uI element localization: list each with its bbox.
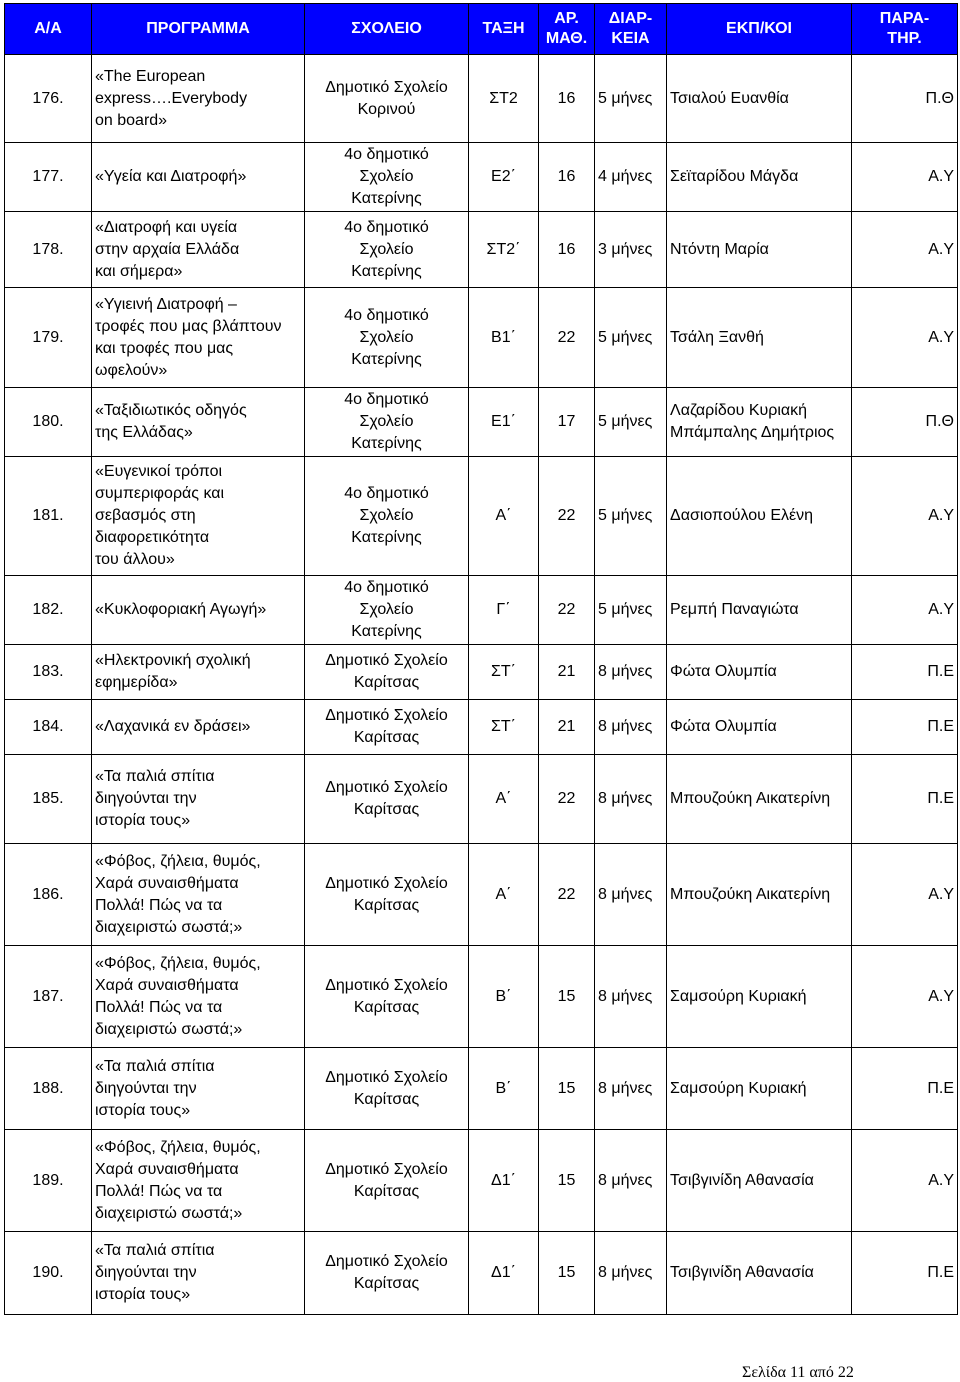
- student-count: 16: [539, 55, 595, 143]
- observation: Α.Υ: [852, 946, 958, 1048]
- duration: 8 μήνες: [595, 1048, 667, 1130]
- student-count: 16: [539, 143, 595, 212]
- table-row: [5, 700, 958, 755]
- program-title: «Φόβος, ζήλεια, θυμός, Χαρά συναισθήματα Πολλά! Πώς να τα διαχειριστώ σωστά;»: [92, 946, 305, 1048]
- class-name: ΣΤ2: [469, 55, 539, 143]
- observation: Π.Ε: [852, 700, 958, 755]
- duration: 8 μήνες: [595, 700, 667, 755]
- row-number: 176.: [5, 55, 92, 143]
- program-title: «Φόβος, ζήλεια, θυμός, Χαρά συναισθήματα Πολλά! Πώς να τα διαχειριστώ σωστά;»: [92, 844, 305, 946]
- teacher-names: Τσάλη Ξανθή: [667, 288, 852, 388]
- table-row: [5, 1232, 958, 1315]
- school-name: 4ο δημοτικό Σχολείο Κατερίνης: [305, 576, 469, 645]
- student-count: 21: [539, 645, 595, 700]
- table-row: [5, 55, 958, 143]
- student-count: 22: [539, 576, 595, 645]
- observation: Α.Υ: [852, 576, 958, 645]
- duration: 5 μήνες: [595, 288, 667, 388]
- program-title: «Υγεία και Διατροφή»: [92, 143, 305, 212]
- class-name: Α΄: [469, 457, 539, 576]
- teacher-names: Δασιοπούλου Ελένη: [667, 457, 852, 576]
- program-title: «Τα παλιά σπίτια διηγούνται την ιστορία τους»: [92, 755, 305, 844]
- teacher-names: Τσιβγινίδη Αθανασία: [667, 1232, 852, 1315]
- row-number: 186.: [5, 844, 92, 946]
- program-title: «Ταξιδιωτικός οδηγός της Ελλάδας»: [92, 388, 305, 457]
- program-title: «Τα παλιά σπίτια διηγούνται την ιστορία τους»: [92, 1048, 305, 1130]
- header-class: ΤΑΞΗ: [469, 4, 539, 55]
- school-name: Δημοτικό Σχολείο Καρίτσας: [305, 755, 469, 844]
- observation: Π.Ε: [852, 645, 958, 700]
- duration: 5 μήνες: [595, 388, 667, 457]
- student-count: 21: [539, 700, 595, 755]
- duration: 8 μήνες: [595, 755, 667, 844]
- teacher-names: Ντόντη Μαρία: [667, 212, 852, 288]
- teacher-names: Ρεμπή Παναγιώτα: [667, 576, 852, 645]
- row-number: 188.: [5, 1048, 92, 1130]
- row-number: 185.: [5, 755, 92, 844]
- school-name: Δημοτικό Σχολείο Καρίτσας: [305, 645, 469, 700]
- duration: 8 μήνες: [595, 645, 667, 700]
- observation: Π.Ε: [852, 1232, 958, 1315]
- duration: 5 μήνες: [595, 457, 667, 576]
- program-title: «Διατροφή και υγεία στην αρχαία Ελλάδα και σήμερα»: [92, 212, 305, 288]
- program-title: «Τα παλιά σπίτια διηγούνται την ιστορία τους»: [92, 1232, 305, 1315]
- school-name: Δημοτικό Σχολείο Καρίτσας: [305, 700, 469, 755]
- observation: Π.Θ: [852, 55, 958, 143]
- student-count: 15: [539, 1232, 595, 1315]
- student-count: 15: [539, 1130, 595, 1232]
- row-number: 177.: [5, 143, 92, 212]
- school-name: Δημοτικό Σχολείο Καρίτσας: [305, 1232, 469, 1315]
- program-title: «Ηλεκτρονική σχολική εφημερίδα»: [92, 645, 305, 700]
- duration: 3 μήνες: [595, 212, 667, 288]
- class-name: Ε2΄: [469, 143, 539, 212]
- row-number: 178.: [5, 212, 92, 288]
- observation: Π.Ε: [852, 755, 958, 844]
- class-name: Α΄: [469, 755, 539, 844]
- header-observation: ΠΑΡΑ- ΤΗΡ.: [852, 4, 958, 55]
- school-name: Δημοτικό Σχολείο Καρίτσας: [305, 1130, 469, 1232]
- school-name: Δημοτικό Σχολείο Καρίτσας: [305, 1048, 469, 1130]
- row-number: 182.: [5, 576, 92, 645]
- teacher-names: Σαμσούρη Κυριακή: [667, 946, 852, 1048]
- header-program: ΠΡΟΓΡΑΜΜΑ: [92, 4, 305, 55]
- row-number: 184.: [5, 700, 92, 755]
- duration: 5 μήνες: [595, 55, 667, 143]
- class-name: ΣΤ2΄: [469, 212, 539, 288]
- school-name: 4ο δημοτικό Σχολείο Κατερίνης: [305, 143, 469, 212]
- program-title: «The European express….Everybody on board»: [92, 55, 305, 143]
- school-name: 4ο δημοτικό Σχολείο Κατερίνης: [305, 212, 469, 288]
- duration: 8 μήνες: [595, 946, 667, 1048]
- school-name: 4ο δημοτικό Σχολείο Κατερίνης: [305, 288, 469, 388]
- observation: Α.Υ: [852, 1130, 958, 1232]
- row-number: 187.: [5, 946, 92, 1048]
- student-count: 22: [539, 457, 595, 576]
- school-name: Δημοτικό Σχολείο Καρίτσας: [305, 844, 469, 946]
- class-name: Γ΄: [469, 576, 539, 645]
- row-number: 179.: [5, 288, 92, 388]
- programs-table: [4, 3, 958, 1315]
- page-number: Σελίδα 11 από 22: [742, 1364, 854, 1381]
- student-count: 22: [539, 844, 595, 946]
- table-row: [5, 755, 958, 844]
- header-school: ΣΧΟΛΕΙΟ: [305, 4, 469, 55]
- teacher-names: Λαζαρίδου Κυριακή Μπάμπαλης Δημήτριος: [667, 388, 852, 457]
- row-number: 190.: [5, 1232, 92, 1315]
- student-count: 15: [539, 946, 595, 1048]
- class-name: Β1΄: [469, 288, 539, 388]
- teacher-names: Μπουζούκη Αικατερίνη: [667, 755, 852, 844]
- student-count: 17: [539, 388, 595, 457]
- class-name: Δ1΄: [469, 1232, 539, 1315]
- duration: 4 μήνες: [595, 143, 667, 212]
- observation: Α.Υ: [852, 844, 958, 946]
- observation: Π.Ε: [852, 1048, 958, 1130]
- table-row: [5, 288, 958, 388]
- row-number: 181.: [5, 457, 92, 576]
- student-count: 22: [539, 755, 595, 844]
- duration: 8 μήνες: [595, 1232, 667, 1315]
- teacher-names: Φώτα Ολυμπία: [667, 700, 852, 755]
- row-number: 189.: [5, 1130, 92, 1232]
- table-row: [5, 576, 958, 645]
- program-title: «Κυκλοφοριακή Αγωγή»: [92, 576, 305, 645]
- observation: Α.Υ: [852, 143, 958, 212]
- teacher-names: Τσιαλού Ευανθία: [667, 55, 852, 143]
- teacher-names: Τσιβγινίδη Αθανασία: [667, 1130, 852, 1232]
- observation: Α.Υ: [852, 212, 958, 288]
- duration: 8 μήνες: [595, 1130, 667, 1232]
- school-name: Δημοτικό Σχολείο Καρίτσας: [305, 946, 469, 1048]
- teacher-names: Σεϊταρίδου Μάγδα: [667, 143, 852, 212]
- program-title: «Ευγενικοί τρόποι συμπεριφοράς και σεβασμός στη διαφορετικότητα του άλλου»: [92, 457, 305, 576]
- observation: Α.Υ: [852, 457, 958, 576]
- table-row: [5, 143, 958, 212]
- teacher-names: Φώτα Ολυμπία: [667, 645, 852, 700]
- school-name: 4ο δημοτικό Σχολείο Κατερίνης: [305, 457, 469, 576]
- school-name: 4ο δημοτικό Σχολείο Κατερίνης: [305, 388, 469, 457]
- program-title: «Λαχανικά εν δράσει»: [92, 700, 305, 755]
- class-name: Β΄: [469, 946, 539, 1048]
- header-aa: Α/Α: [5, 4, 92, 55]
- class-name: Α΄: [469, 844, 539, 946]
- header-teachers: ΕΚΠ/ΚΟΙ: [667, 4, 852, 55]
- table-row: [5, 1130, 958, 1232]
- duration: 8 μήνες: [595, 844, 667, 946]
- duration: 5 μήνες: [595, 576, 667, 645]
- table-row: [5, 388, 958, 457]
- table-row: [5, 844, 958, 946]
- observation: Α.Υ: [852, 288, 958, 388]
- teacher-names: Μπουζούκη Αικατερίνη: [667, 844, 852, 946]
- program-title: «Φόβος, ζήλεια, θυμός, Χαρά συναισθήματα Πολλά! Πώς να τα διαχειριστώ σωστά;»: [92, 1130, 305, 1232]
- student-count: 15: [539, 1048, 595, 1130]
- student-count: 22: [539, 288, 595, 388]
- teacher-names: Σαμσούρη Κυριακή: [667, 1048, 852, 1130]
- header-duration: ΔΙΑΡ- ΚΕΙΑ: [595, 4, 667, 55]
- table-row: [5, 1048, 958, 1130]
- table-row: [5, 212, 958, 288]
- table-row: [5, 457, 958, 576]
- class-name: Β΄: [469, 1048, 539, 1130]
- class-name: Ε1΄: [469, 388, 539, 457]
- observation: Π.Θ: [852, 388, 958, 457]
- student-count: 16: [539, 212, 595, 288]
- table-row: [5, 645, 958, 700]
- school-name: Δημοτικό Σχολείο Κορινού: [305, 55, 469, 143]
- class-name: Δ1΄: [469, 1130, 539, 1232]
- class-name: ΣΤ΄: [469, 645, 539, 700]
- program-title: «Υγιεινή Διατροφή – τροφές που μας βλάπτουν και τροφές που μας ωφελούν»: [92, 288, 305, 388]
- header-students: ΑΡ. ΜΑΘ.: [539, 4, 595, 55]
- class-name: ΣΤ΄: [469, 700, 539, 755]
- row-number: 183.: [5, 645, 92, 700]
- row-number: 180.: [5, 388, 92, 457]
- header-row: [5, 4, 958, 55]
- table-row: [5, 946, 958, 1048]
